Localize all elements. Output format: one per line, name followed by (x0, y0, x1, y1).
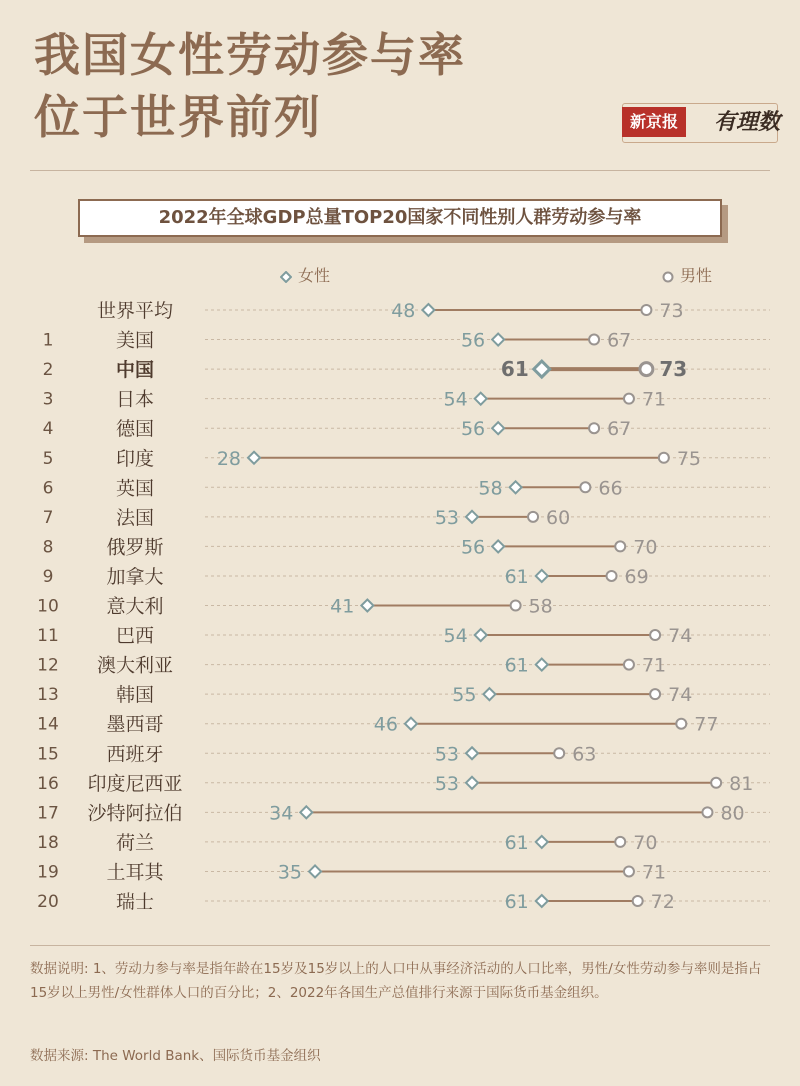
male-point (615, 541, 625, 551)
female-point (300, 806, 312, 818)
male-point (659, 453, 669, 463)
female-point (536, 659, 548, 671)
brand-right: 有理数 (714, 110, 781, 135)
male-point (580, 482, 590, 492)
female-value-label: 61 (504, 831, 529, 854)
female-point (483, 688, 495, 700)
female-point (405, 718, 417, 730)
female-value-label: 56 (460, 329, 486, 352)
male-point (650, 689, 660, 699)
male-point (676, 719, 686, 729)
male-point (702, 807, 712, 817)
female-point (536, 895, 548, 907)
rank-label: 10 (37, 596, 59, 617)
country-label: 世界平均 (96, 300, 174, 322)
male-value-label: 77 (694, 713, 719, 736)
male-value-label: 72 (650, 891, 675, 913)
female-point (492, 422, 504, 434)
female-point (466, 747, 478, 759)
rank-label: 15 (37, 744, 59, 765)
male-point (624, 866, 634, 876)
female-value-label: 53 (434, 743, 459, 766)
rank-label: 1 (42, 330, 54, 351)
male-value-label: 67 (607, 329, 632, 352)
brand-left: 新京报 (622, 107, 686, 137)
male-point (650, 630, 660, 640)
bottom-divider (30, 945, 770, 946)
male-value-label: 70 (633, 831, 658, 854)
female-point (422, 304, 434, 316)
male-value-label: 81 (729, 772, 754, 795)
country-label: 俄罗斯 (106, 536, 164, 559)
rank-label: 5 (42, 448, 54, 469)
rank-label: 18 (37, 832, 59, 853)
male-point (641, 305, 651, 315)
male-value-label: 73 (659, 300, 684, 322)
country-label: 西班牙 (106, 743, 164, 766)
male-point (615, 837, 625, 847)
female-value-label: 56 (460, 418, 486, 441)
female-value-label: 54 (443, 625, 468, 648)
female-point (492, 540, 504, 552)
country-label: 美国 (115, 329, 155, 352)
rank-label: 8 (42, 537, 54, 558)
male-value-label: 69 (624, 565, 649, 588)
female-point (309, 865, 321, 877)
country-label: 土耳其 (106, 861, 164, 884)
country-label: 法国 (115, 506, 155, 529)
female-value-label: 61 (500, 357, 529, 382)
title-line-2: 位于世界前列 (34, 90, 322, 144)
country-label: 日本 (115, 388, 155, 411)
rank-label: 6 (42, 478, 54, 499)
female-value-label: 46 (373, 713, 398, 736)
country-label: 德国 (115, 418, 155, 441)
country-label: 意大利 (106, 595, 164, 618)
country-label: 荷兰 (115, 831, 155, 854)
female-value-label: 56 (460, 536, 486, 559)
data-source: 数据来源: The World Bank、国际货币基金组织 (30, 1048, 321, 1064)
female-value-label: 53 (434, 506, 459, 529)
female-point (536, 570, 548, 582)
male-point (528, 512, 538, 522)
male-value-label: 73 (659, 357, 688, 382)
male-value-label: 74 (668, 625, 693, 648)
country-label: 印度尼西亚 (87, 772, 183, 795)
male-value-label: 67 (607, 418, 632, 441)
rank-label: 16 (37, 773, 59, 794)
rank-label: 3 (42, 389, 54, 410)
male-value-label: 80 (720, 802, 745, 825)
male-point (607, 571, 617, 581)
rank-label: 13 (37, 685, 59, 706)
rank-label: 20 (37, 892, 59, 912)
male-point (711, 778, 721, 788)
female-value-label: 34 (269, 802, 294, 825)
rank-label: 17 (37, 803, 59, 824)
female-point (361, 600, 373, 612)
male-value-label: 58 (528, 595, 553, 618)
male-value-label: 75 (676, 447, 702, 470)
female-value-label: 61 (504, 565, 529, 588)
male-value-label: 70 (633, 536, 658, 559)
legend-female-label: 女性 (298, 266, 331, 285)
male-value-label: 63 (572, 743, 597, 766)
male-point (554, 748, 564, 758)
female-point (466, 511, 478, 523)
rank-label: 19 (37, 862, 59, 883)
country-label: 英国 (115, 477, 155, 500)
male-value-label: 71 (641, 861, 667, 884)
country-label: 澳大利亚 (96, 654, 174, 677)
country-label: 加拿大 (106, 565, 164, 588)
country-label: 墨西哥 (106, 713, 164, 736)
legend-male-label: 男性 (680, 266, 713, 285)
rank-label: 4 (42, 419, 54, 440)
rank-label: 11 (37, 626, 59, 647)
female-point (534, 361, 550, 377)
country-label: 韩国 (115, 684, 155, 707)
female-value-label: 61 (504, 891, 529, 913)
female-point (510, 481, 522, 493)
female-value-label: 58 (478, 477, 503, 500)
country-label: 印度 (115, 447, 155, 470)
country-label: 沙特阿拉伯 (87, 802, 183, 825)
male-value-label: 66 (598, 477, 623, 500)
country-label: 巴西 (115, 625, 155, 648)
female-point (475, 393, 487, 405)
male-point (589, 335, 599, 345)
female-value-label: 54 (443, 388, 468, 411)
female-point (475, 629, 487, 641)
country-label: 中国 (115, 359, 155, 382)
female-point (466, 777, 478, 789)
male-point (589, 423, 599, 433)
male-point (624, 394, 634, 404)
female-point (248, 452, 260, 464)
female-point (536, 836, 548, 848)
title-line-1: 我国女性劳动参与率 (34, 28, 466, 82)
female-value-label: 48 (391, 300, 416, 322)
rank-label: 14 (37, 714, 59, 735)
rank-label: 7 (42, 507, 54, 528)
male-point (624, 660, 634, 670)
data-note: 数据说明: 1、劳动力参与率是指年龄在15岁及15岁以上的人口中从事经济活动的人口比率，男性/女性劳动参与率则是指占15岁以上男性/女性群体人口的百分比；2、2022年各国生产总值排行来源于国际货币基金组织。 (30, 961, 762, 1001)
country-label: 瑞士 (115, 891, 155, 913)
male-point (640, 363, 653, 376)
female-point (492, 334, 504, 346)
female-value-label: 53 (434, 772, 459, 795)
rank-label: 9 (42, 566, 54, 587)
male-value-label: 71 (641, 388, 667, 411)
female-value-label: 28 (216, 447, 241, 470)
female-value-label: 35 (277, 861, 303, 884)
male-value-label: 71 (641, 654, 667, 677)
female-value-label: 41 (330, 595, 355, 618)
female-value-label: 55 (452, 684, 477, 707)
male-point (633, 896, 643, 906)
female-value-label: 61 (504, 654, 529, 677)
rank-label: 2 (42, 360, 54, 381)
male-value-label: 74 (668, 684, 693, 707)
chart-title: 2022年全球GDP总量TOP20国家不同性别人群劳动参与率 (78, 199, 722, 237)
male-point (511, 601, 521, 611)
rank-label: 12 (37, 655, 59, 676)
male-value-label: 60 (546, 506, 571, 529)
